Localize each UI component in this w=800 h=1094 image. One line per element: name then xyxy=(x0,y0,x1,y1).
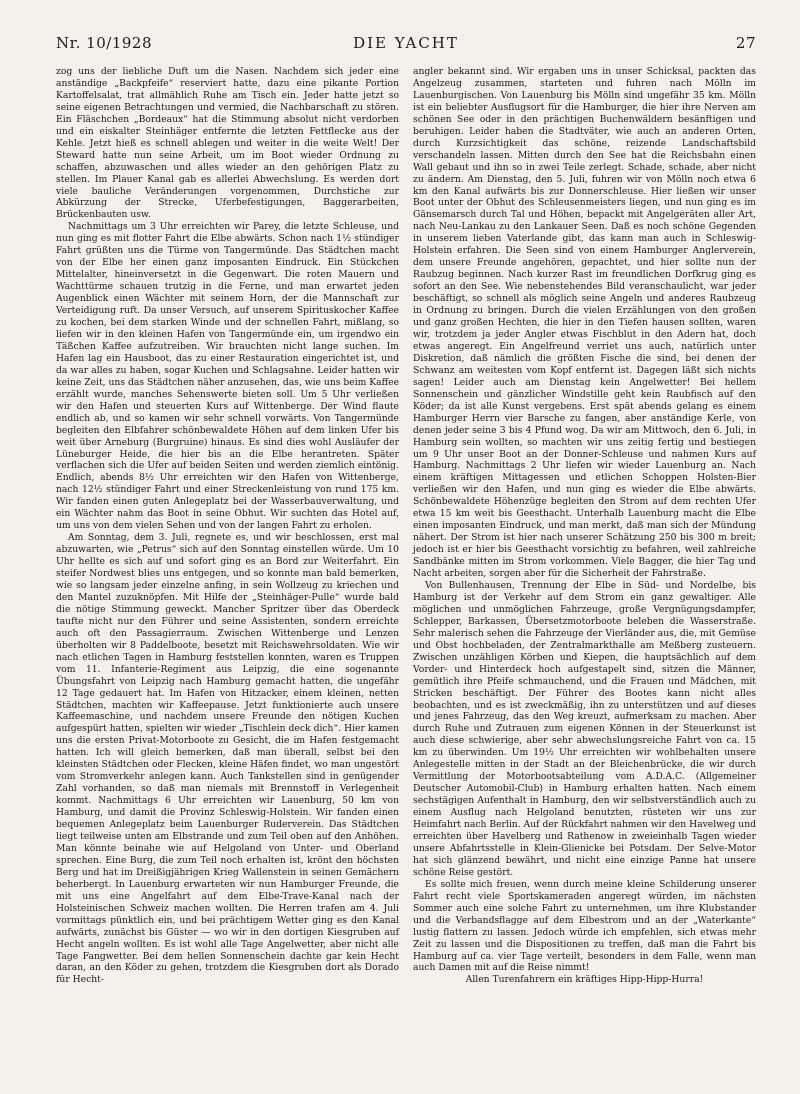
page-number: 27 xyxy=(735,34,756,52)
paragraph: Es sollte mich freuen, wenn durch meine kleine Schilderung unserer Fahrt recht viele Sportskameraden angeregt würden, im nächsten Sommer auch eine solche Fahrt zu unternehmen, um ihre Klubstander und die Verbandsflagge auf dem Elbestrom und an der „Waterkante“ lustig flattern zu lassen. Jedoch würde ich empfehlen, sich etwas mehr Zeit zu lassen und die Dispositionen zu treffen, daß man die Fahrt bis Hamburg auf ca. vier Tage verteilt, besonders in dem Falle, wenn man auch Damen mit auf die Reise nimmt! xyxy=(413,878,756,974)
paragraph: zog uns der liebliche Duft um die Nasen. Nachdem sich jeder eine anständige „Backpfeife“ reserviert hatte, dazu eine pikante Portion Kartoffelsalat, trat allmählich Ruhe am Tisch ein. Jeder hatte jetzt so seine eigenen Betrachtungen und vermied, die Nachbarschaft zu stören. Ein Fläschchen „Bordeaux“ hat die Stimmung absolut nicht verdorben und ein eiskalter Steinhäger entfernte die letzten Fettflecke aus der Kehle. Jetzt hieß es schnell ablegen und weiter in die weite Welt! Der Steward hatte nun seine Arbeit, um im Boot wieder Ordnung zu schaffen, abzuwaschen und alles wieder an den gehörigen Platz zu stellen. Im Plauer Kanal gab es allerlei Abwechslung. Es werden dort viele bauliche Veränderungen vorgenommen, Durchstiche zur Abkürzung der Strecke, Uferbefestigungen, Baggerarbeiten, Brückenbauten usw. xyxy=(56,66,399,221)
paragraph: angler bekannt sind. Wir ergaben uns in unser Schicksal, packten das Angelzeug zusammen, starteten und fuhren nach Mölln im Lauenburgischen. Von Lauenburg bis Mölln sind ungefähr 35 km. Mölln ist ein beliebter Ausflugsort für die Hamburger, die hier ihre Nerven am schönen See oder in den prächtigen Buchenwäldern besänftigen und beruhigen. Leider haben die Stadtväter, wie auch an anderen Orten, durch Kurzsichtigkeit das schöne, reizende Landschaftsbild verschandeln lassen. Mitten durch den See hat die Reichsbahn einen Wall gebaut und ihn so in zwei Teile zerlegt. Schade, schade, aber nicht zu ändern. Am Dienstag, den 5. Juli, fuhren wir von Mölln noch etwa 6 km den Kanal aufwärts bis zur Donnerschleuse. Hier ließen wir unser Boot unter der Obhut des Schleusenmeisters liegen, und nun ging es im Gänsemarsch durch Tal und Höhen, bepackt mit Angelgeräten aller Art, nach Neu-Lankau zu den Lankauer Seen. Daß es noch schöne Gegenden in unserem lieben Vaterlande gibt, das kann man auch in Schleswig-Holstein erfahren. Die Seen sind von einem Hamburger Anglerverein, dem unsere Freunde angehören, gepachtet, und hier sollte nun der Raubzug beginnen. Nach kurzer Rast im freundlichen Dorfkrug ging es sofort an den See. Wie nebenstehendes Bild veranschaulicht, war jeder beschäftigt, so schnell als möglich seine Angeln und anderes Raubzeug in Ordnung zu bringen. Durch die vielen Erzählungen von den großen und ganz großen Hechten, die hier in den Tiefen hausen sollten, waren wir, trotzdem ja jeder Angler etwas Fischblut in den Adern hat, doch etwas angeregt. Ein Angelfreund verriet uns auch, natürlich unter Diskretion, daß nämlich die größten Fische die sind, bei denen der Schwanz am weitesten vom Kopf entfernt ist. Dagegen läßt sich nichts sagen! Leider auch am Dienstag kein Angelwetter! Bei hellem Sonnenschein und gänzlicher Windstille geht kein Raubfisch auf den Köder; da ist alle Kunst vergebens. Erst spät abends gelang es einem Hamburger Herrn vier Barsche zu fangen, aber anständige Kerle, von denen jeder seine 3 bis 4 Pfund wog. Da wir am Mittwoch, den 6. Juli, in Hamburg sein wollten, so machten wir uns zeitig fertig und bestiegen um 9 Uhr unser Boot an der Donner-Schleuse und nahmen Kurs auf Hamburg. Nachmittags 2 Uhr liefen wir wieder Lauenburg an. Nach einem kräftigen Mittagessen und etlichen Schoppen Holsten-Bier verließen wir den Hafen, und nun ging es wieder die Elbe abwärts. Schönbewaldete Höhenzüge begleiten den Strom auf dem rechten Ufer etwa 15 km weit bis Geesthacht. Unterhalb Lauenburg macht die Elbe einen imposanten Eindruck, und man merkt, daß man sich der Mündung nähert. Der Strom ist hier nach unserer Schätzung 250 bis 300 m breit; jedoch ist er hier bis Geesthacht vorsichtig zu befahren, weil zahlreiche Sandbänke mitten im Strom vorkommen. Viele Bagger, die hier Tag und Nacht arbeiten, sorgen aber für die Sicherheit der Fahrstraße. xyxy=(413,66,756,580)
closing-line: Allen Turenfahrern ein kräftiges Hipp-Hipp-Hurra! xyxy=(465,974,704,986)
page-header xyxy=(56,34,756,58)
left-column xyxy=(56,66,399,986)
right-column xyxy=(413,66,756,986)
paragraph: Von Bullenhausen, Trennung der Elbe in Süd- und Nordelbe, bis Hamburg ist der Verkehr auf dem Strom ein ganz gewaltiger. Alle möglichen und unmöglichen Fahrzeuge, große Vergnügungsdampfer, Schlepper, Barkassen, Übersetzmotorboote beleben die Wasserstraße. Sehr malerisch sehen die Fahrzeuge der Vierländer aus, die, mit Gemüse und Obst hochbeladen, der Zentralmarkthalle am Meßberg zusteuern. Zwischen unzähligen Körben und Kiepen, die hauptsächlich auf dem Vorder- und Hinterdeck hoch aufgestapelt sind, sitzen die Männer, gemütlich ihre Pfeife schmauchend, und die Frauen und Mädchen, mit Stricken beschäftigt. Der Führer des Bootes kann nicht alles beobachten, und es ist zweckmäßig, ihn zu unterstützen und auf dieses und jenes Fahrzeug, das den Weg kreuzt, aufmerksam zu machen. Aber durch Ruhe und Zutrauen zum eigenen Können in der Steuerkunst ist auch diese schwierige, aber sehr abwechslungsreiche Fahrt von ca. 15 km zu überwinden. Um 19½ Uhr erreichten wir wohlbehalten unsere Anlegestelle mitten in der Stadt an der Bleichenbrücke, die wir durch Vermittlung der Motorbootsabteilung vom A.D.A.C. (Allgemeiner Deutscher Automobil-Club) in Hamburg erhalten hatten. Nach einem sechstägigen Aufenthalt in Hamburg, den wir selbstverständlich auch zu einem Ausflug nach Helgoland benutzten, rüsteten wir uns zur Heimfahrt nach Berlin. Auf der Rückfahrt nahmen wir den Havelweg und erreichten über Havelberg und Rathenow in zweieinhalb Tagen wieder unsere Abfahrtsstelle in Klein-Glienicke bei Potsdam. Der Selve-Motor hat sich glänzend bewährt, und nicht eine einzige Panne hat unsere schöne Reise gestört. xyxy=(413,579,756,878)
magazine-title: DIE YACHT xyxy=(353,34,459,52)
issue-number: Nr. 10/1928 xyxy=(56,34,152,52)
article-body xyxy=(56,66,756,986)
paragraph: Nachmittags um 3 Uhr erreichten wir Parey, die letzte Schleuse, und nun ging es mit flotter Fahrt die Elbe abwärts. Schon nach 1½ stündiger Fahrt grüßten uns die Türme von Tangermünde. Das Städtchen macht von der Elbe her einen ganz imposanten Eindruck. Ein Stückchen Mittelalter, hineinversetzt in die Gegenwart. Die roten Mauern und Wachttürme schauen trutzig in die Ferne, und man erwartet jeden Augenblick einen Wächter mit seinem Horn, der die Mannschaft zur Verteidigung ruft. Da unser Versuch, auf unserem Spirituskocher Kaffee zu kochen, bei dem starken Winde und der schnellen Fahrt, mißlang, so liefen wir in den kleinen Hafen von Tangermünde ein, um irgendwo ein Täßchen Kaffee aufzutreiben. Wir brauchten nicht lange suchen. Im Hafen lag ein Hausboot, das zu einer Restauration eingerichtet ist, und da war alles zu haben, sogar Kuchen und Schlagsahne. Leider hatten wir keine Zeit, uns das Städtchen näher anzusehen, das, wie uns beim Kaffee erzählt wurde, manches Sehenswerte bieten soll. Um 5 Uhr verließen wir den Hafen und steuerten Kurs auf Wittenberge. Der Wind flaute endlich ab, und so kamen wir sehr schnell vorwärts. Von Tangermünde begleiten den Elbfahrer schönbewaldete Höhen auf dem linken Ufer bis weit über Arneburg (Burgruine) hinaus. Es sind dies wohl Ausläufer der Lüneburger Heide, die hier bis an die Elbe herantreten. Später verflachen sich die Ufer auf beiden Seiten und werden ziemlich eintönig. Endlich, abends 8½ Uhr erreichten wir den Hafen von Wittenberge, nach 12½ stündiger Fahrt und einer Streckenleistung von rund 175 km. Wir fanden einen guten Anlegeplatz bei der Wasserbauverwaltung, und ein Wächter nahm das Boot in seine Obhut. Wir suchten das Hotel auf, um uns von dem vielen Sehen und von der langen Fahrt zu erholen. xyxy=(56,221,400,532)
paragraph: Am Sonntag, dem 3. Juli, regnete es, und wir beschlossen, erst mal abzuwarten, wie „Petrus“ sich auf den Sonntag einstellen würde. Um 10 Uhr hellte es sich auf und sofort ging es an Bord zur Weiterfahrt. Ein steifer Nordwest blies uns entgegen, und so konnte man bald bemerken, wie so langsam jeder einzelne anfing, in sein Wollzeug zu kriechen und den Mantel zuzuknöpfen. Mit Hilfe der „Steinhäger-Pulle“ wurde bald die nötige Stimmung geweckt. Mancher Spritzer über das Oberdeck taufte nicht nur den Führer und seine Assistenten, sondern erreichte auch oft den Passagierraum. Zwischen Wittenberge und Lenzen überholten wir 8 Paddelboote, besetzt mit Reichswehrsoldaten. Wie wir nach etlichen Tagen in Hamburg feststellen konnten, waren es Truppen vom 11. Infanterie-Regiment aus Leipzig, die eine sogenannte Übungsfahrt von Leipzig nach Hamburg gemacht hatten, die ungefähr 12 Tage gedauert hat. Im Hafen von Hitzacker, einem kleinen, netten Städtchen, machten wir Kaffeepause. Jetzt funktionierte auch unsere Kaffeemaschine, und nachdem unsere Freunde den nötigen Kuchen aufgespürt hatten, spielten wir wieder „Tischlein deck dich“. Hier kamen uns die ersten Privat-Motorboote zu Gesicht, die im Hafen festgemacht hatten. Ich will gleich bemerken, daß man überall, selbst bei den kleinsten Städtchen oder Flecken, kleine Häfen findet, wo man ungestört vom Stromverkehr anlegen kann. Auch Tankstellen sind in genügender Zahl vorhanden, so daß man niemals mit Brennstoff in Verlegenheit kommt. Nachmittags 6 Uhr erreichten wir Lauenburg, 50 km von Hamburg, und damit die Provinz Schleswig-Holstein. Wir fanden einen bequemen Anlegeplatz beim Lauenburger Ruderverein. Das Städtchen liegt teilweise unten am Elbstrande und zum Teil oben auf den Anhöhen. Man könnte beinahe wie auf Helgoland von Unter- und Oberland sprechen. Eine Burg, die zum Teil noch erhalten ist, krönt den höchsten Berg und hat im Dreißigjährigen Krieg Wallenstein in seinen Gemächern beherbergt. In Lauenburg erwarteten wir nun Hamburger Freunde, die mit uns eine Angelfahrt auf dem Elbe-Trave-Kanal nach der Holsteinischen Schweiz machen wollten. Die Herren trafen am 4. Juli vormittags pünktlich ein, und bei prächtigem Wetter ging es den Kanal aufwärts, zunächst bis Güster — wo wir in den dortigen Kiesgruben auf Hecht angeln wollten. Es ist wohl alle Tage Angelwetter, aber nicht alle Tage Fangwetter. Bei dem hellen Sonnenschein dachte gar kein Hecht daran, an den Köder zu gehen, trotzdem die Kiesgruben dort als Dorado für Hecht- xyxy=(56,532,399,986)
